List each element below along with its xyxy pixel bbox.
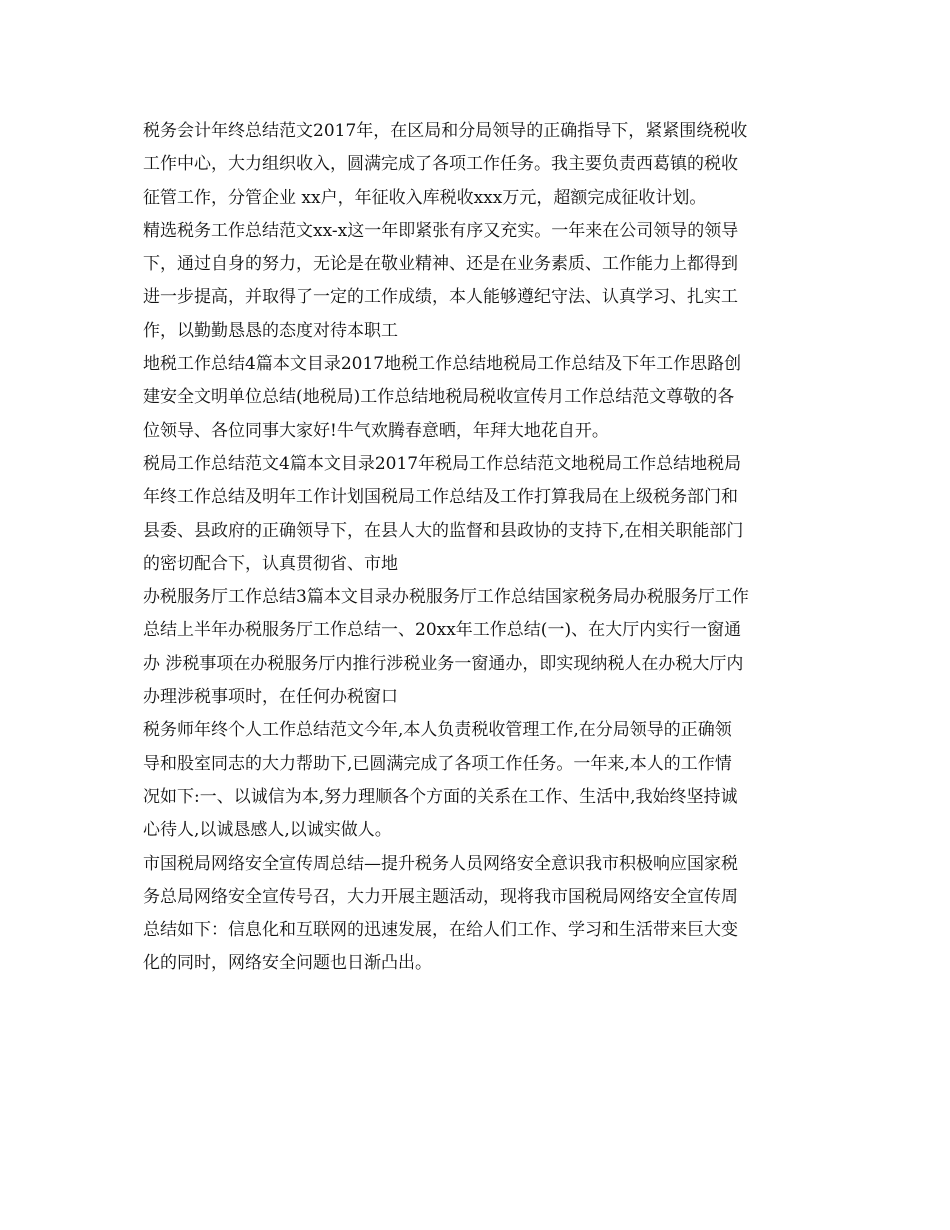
text-line: 工作中心，大力组织收入，圆满完成了各项工作任务。我主要负责西葛镇的税收 bbox=[143, 154, 738, 175]
text-line: 办理涉税事项时，在任何办税窗口 bbox=[143, 687, 398, 708]
text-line: 务总局网络安全宣传号召，大力开展主题活动，现将我市国税局网络安全宣传周 bbox=[143, 886, 738, 907]
text-line: 建安全文明单位总结(地税局)工作总结地税局税收宣传月工作总结范文尊敬的各 bbox=[143, 387, 735, 408]
text-line: 下，通过自身的努力，无论是在敬业精神、还是在业务素质、工作能力上都得到 bbox=[143, 254, 738, 275]
text-line: 导和股室同志的大力帮助下,已圆满完成了各项工作任务。一年来,本人的工作情 bbox=[143, 753, 732, 774]
text-line: 办税服务厅工作总结3篇本文目录办税服务厅工作总结国家税务局办税服务厅工作 bbox=[143, 587, 749, 608]
text-line: 税局工作总结范文4篇本文目录2017年税局工作总结范文地税局工作总结地税局 bbox=[143, 453, 742, 474]
text-line: 精选税务工作总结范文xx-x这一年即紧张有序又充实。一年来在公司领导的领导 bbox=[143, 220, 739, 241]
paragraph-tax-accounting-summary bbox=[143, 115, 823, 215]
text-line: 市国税局网络安全宣传周总结—提升税务人员网络安全意识我市积极响应国家税 bbox=[143, 853, 738, 874]
paragraph-local-tax-summary bbox=[143, 348, 823, 448]
text-line: 总结如下：信息化和互联网的迅速发展，在给人们工作、学习和生活带来巨大变 bbox=[143, 920, 738, 941]
text-line: 作，以勤勤恳恳的态度对待本职工 bbox=[143, 320, 398, 341]
paragraph-tax-service-hall-summary bbox=[143, 581, 823, 714]
text-line: 税务会计年终总结范文2017年，在区局和分局领导的正确指导下，紧紧围绕税收 bbox=[143, 121, 748, 141]
text-line: 征管工作，分管企业 xx户，年征收入库税收xxx万元，超额完成征收计划。 bbox=[143, 187, 707, 208]
text-line: 总结上半年办税服务厅工作总结一、20xx年工作总结(一)、在大厅内实行一窗通 bbox=[143, 620, 742, 641]
text-line: 年终工作总结及明年工作计划国税局工作总结及工作打算我局在上级税务部门和 bbox=[143, 487, 738, 508]
paragraph-tax-bureau-summary bbox=[143, 448, 823, 581]
text-line: 进一步提高，并取得了一定的工作成绩，本人能够遵纪守法、认真学习、扎实工 bbox=[143, 287, 738, 308]
text-line: 地税工作总结4篇本文目录2017地税工作总结地税局工作总结及下年工作思路创 bbox=[143, 354, 742, 375]
paragraph-selected-tax-work-summary bbox=[143, 215, 823, 348]
paragraph-tax-agent-personal-summary bbox=[143, 714, 823, 847]
paragraph-network-security-week-summary bbox=[143, 848, 823, 981]
text-line: 办 涉税事项在办税服务厅内推行涉税业务一窗通办，即实现纳税人在办税大厅内 bbox=[143, 653, 744, 674]
text-line: 的密切配合下，认真贯彻省、市地 bbox=[143, 553, 398, 574]
text-line: 税务师年终个人工作总结范文今年,本人负责税收管理工作,在分局领导的正确领 bbox=[143, 720, 732, 741]
document-body bbox=[143, 115, 823, 981]
text-line: 况如下:一、以诚信为本,努力理顺各个方面的关系在工作、生活中,我始终坚持诚 bbox=[143, 786, 738, 807]
text-line: 化的同时，网络安全问题也日渐凸出。 bbox=[143, 953, 432, 974]
text-line: 位领导、各位同事大家好!牛气欢腾春意晒，年拜大地花自开。 bbox=[143, 420, 609, 441]
text-line: 心待人,以诚恳感人,以诚实做人。 bbox=[143, 820, 392, 841]
text-line: 县委、县政府的正确领导下，在县人大的监督和县政协的支持下,在相关职能部门 bbox=[143, 520, 744, 541]
